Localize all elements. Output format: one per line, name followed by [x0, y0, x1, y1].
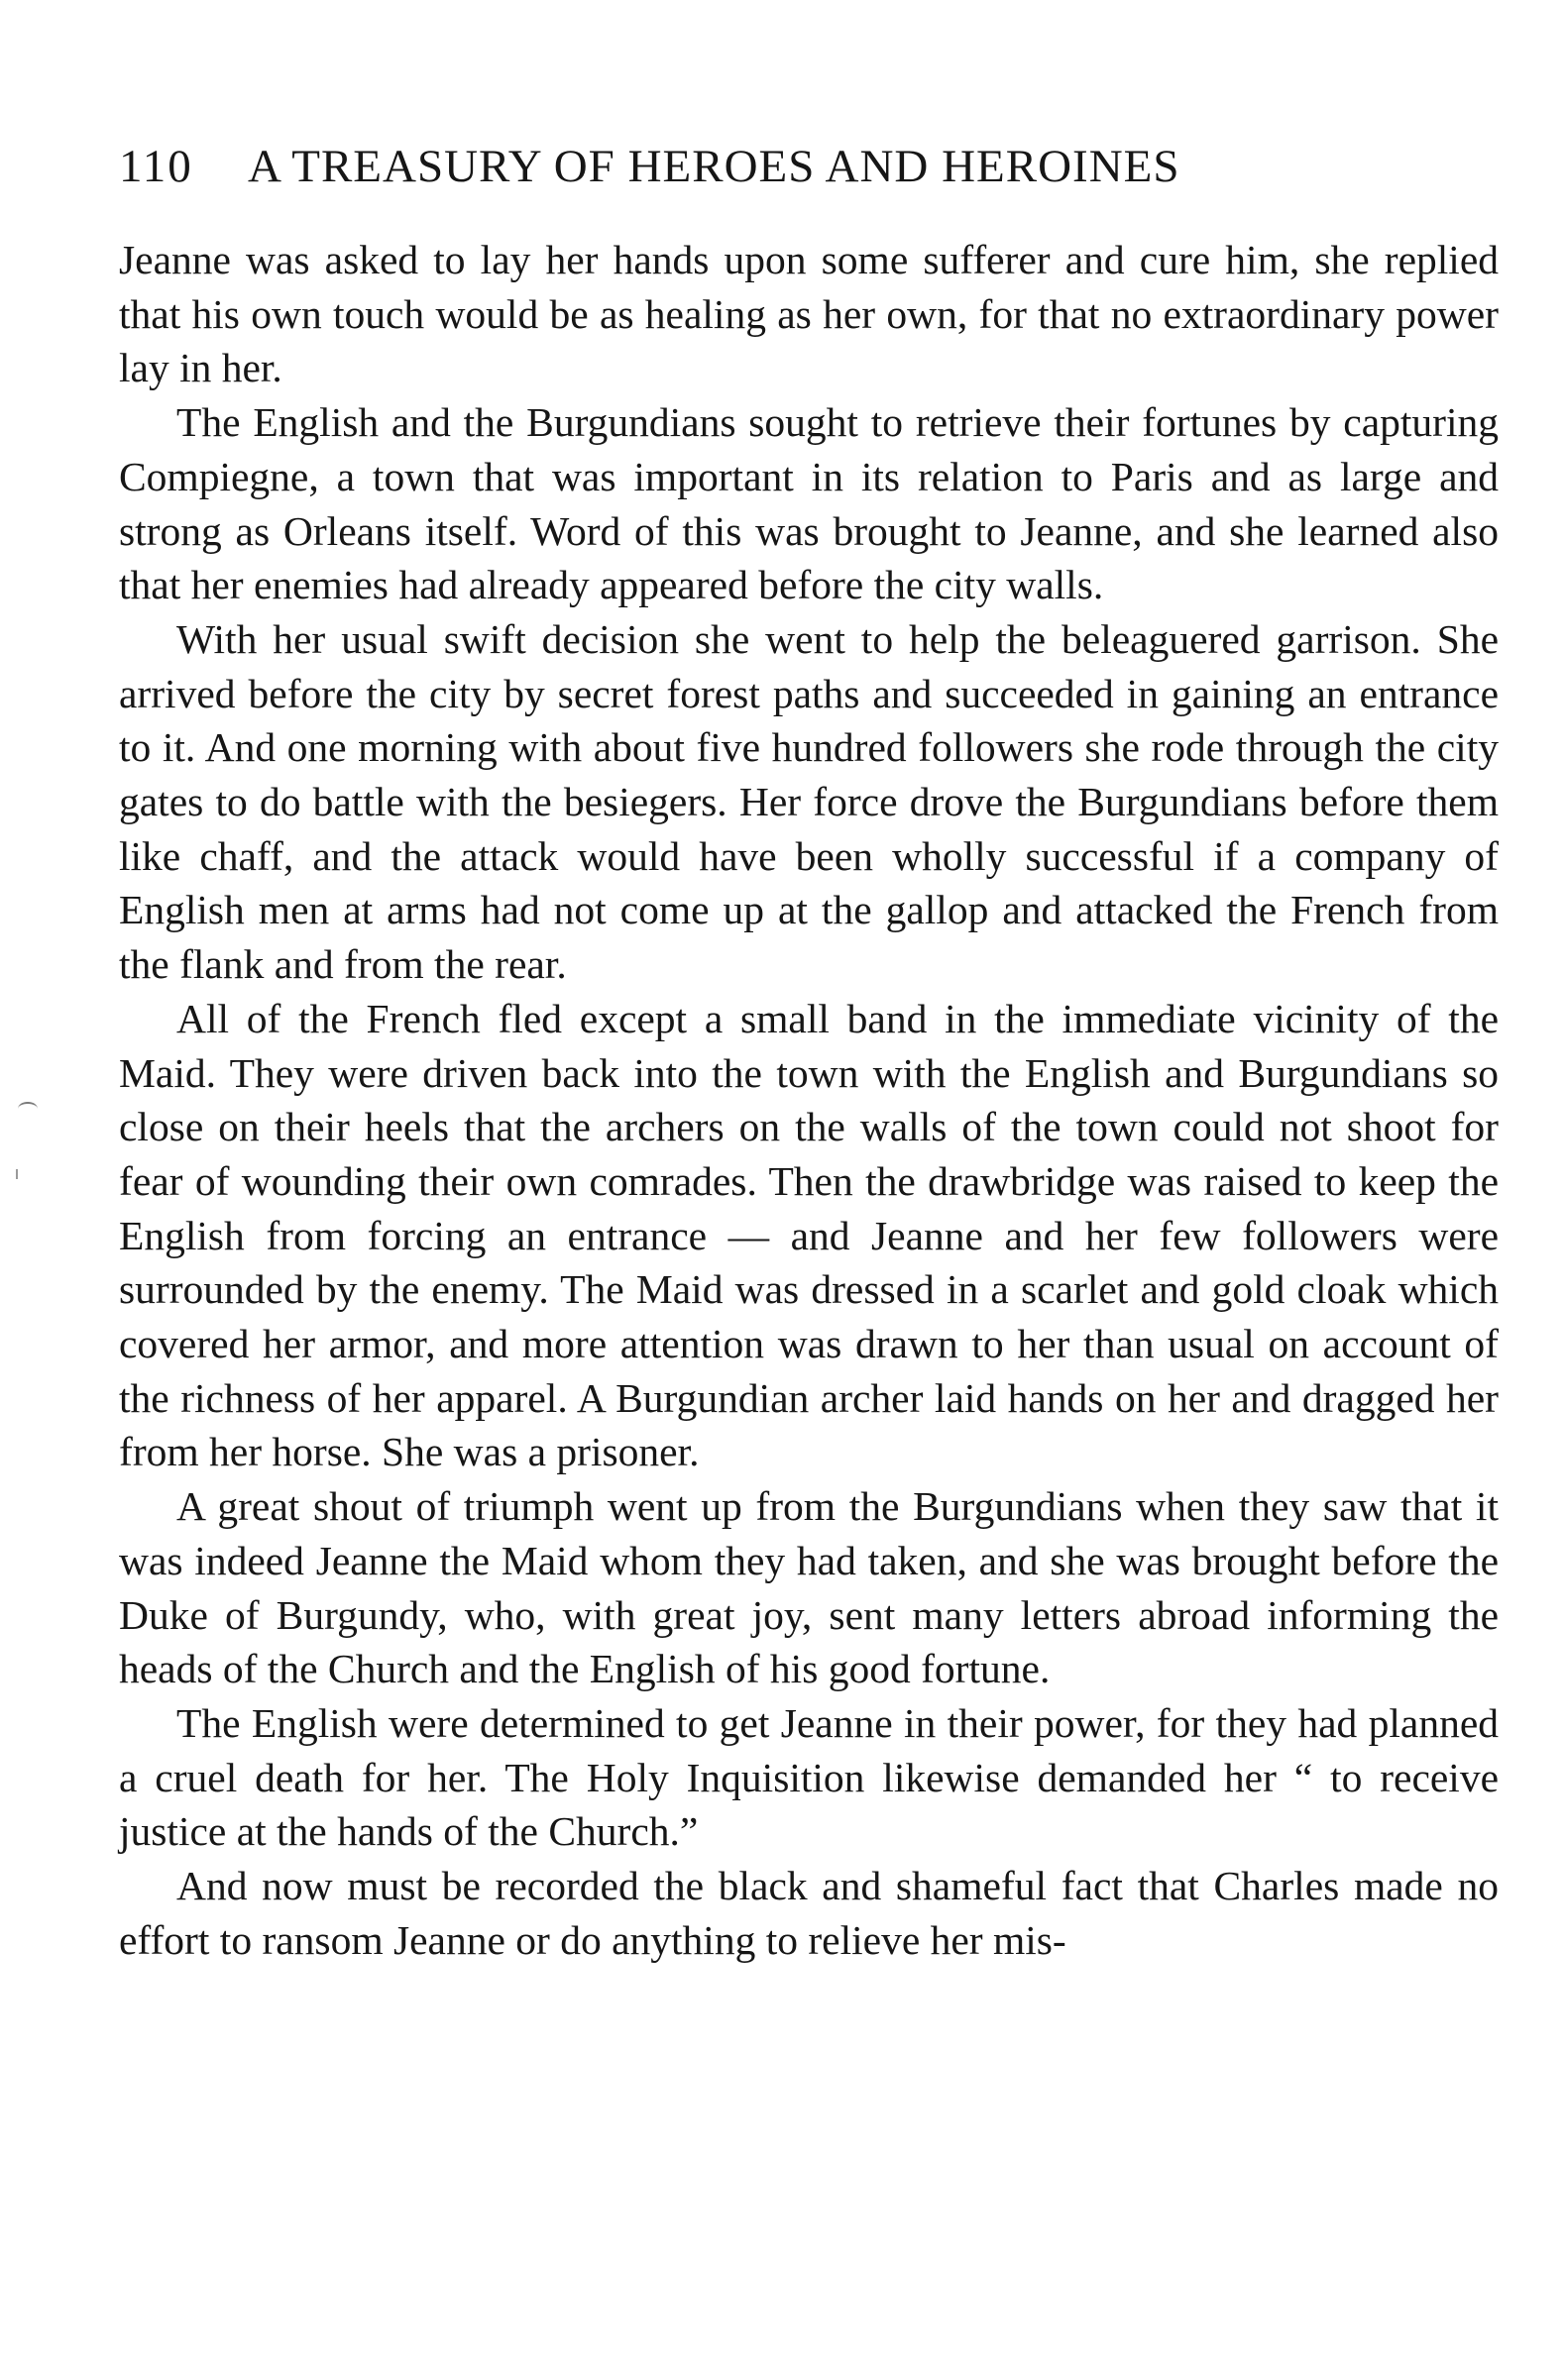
- paragraph-inquisition: The English were determined to get Jeanne in their power, for they had planned a cruel death for her. The Holy Inquisition likewise demanded her “ to receive justice at the hands of the Church.”: [119, 1699, 1499, 1855]
- paragraph-continued: Jeanne was asked to lay her hands upon some sufferer and cure him, she replied that his own touch would be as healing as her own, for that no extraordinary power lay in her.: [119, 237, 1499, 391]
- paragraph-capture: All of the French fled except a small band in the immediate vicinity of the Maid. They were driven back into the town with the English and Burgundians so close on their heels that the archers on the walls of the town could not shoot for fear of wounding their own comrades. Then the drawbridge was raised to keep the English from forcing an entrance — and Jeanne and her few followers were surrounded by the enemy. The Maid was dressed in a scarlet and gold cloak which covered her armor, and more attention was drawn to her than usual on account of the richness of her apparel. A Burgundian archer laid hands on her and dragged her from her horse. She was a prisoner.: [119, 995, 1499, 1475]
- paragraph-charles: And now must be recorded the black and shameful fact that Charles made no effort to ransom Jeanne or do anything to relieve her mis-: [119, 1863, 1499, 1963]
- paragraph-battle: With her usual swift decision she went to help the beleaguered garrison. She arrived before the city by secret forest paths and succeeded in gaining an entrance to it. And one morning with about five hundred followers she rode through the city gates to do battle with the besiegers. Her force drove the Burgundians before them like chaff, and the attack would have been wholly successful if a company of English men at arms had not come up at the gallop and attacked the French from the flank and from the rear.: [119, 615, 1499, 988]
- body-text: [119, 233, 1499, 1968]
- page-number: 110: [119, 141, 193, 192]
- running-title: A TREASURY OF HEROES AND HEROINES: [248, 141, 1180, 192]
- paragraph-compiegne: The English and the Burgundians sought to retrieve their fortunes by capturing Compiegne, a town that was important in its relation to Paris and as large and strong as Orleans itself. Word of this was brought to Jeanne, and she learned also that her enemies had already appeared before the city walls.: [119, 399, 1499, 608]
- margin-pencil-mark: [18, 1102, 38, 1116]
- running-head: [119, 137, 1507, 196]
- paragraph-triumph: A great shout of triumph went up from the Burgundians when they saw that it was indeed Jeanne the Maid whom they had taken, and she was brought before the Duke of Burgundy, who, with great joy, sent many letters abroad informing the heads of the Church and the English of his good fortune.: [119, 1483, 1499, 1692]
- margin-pencil-tick: [16, 1169, 18, 1179]
